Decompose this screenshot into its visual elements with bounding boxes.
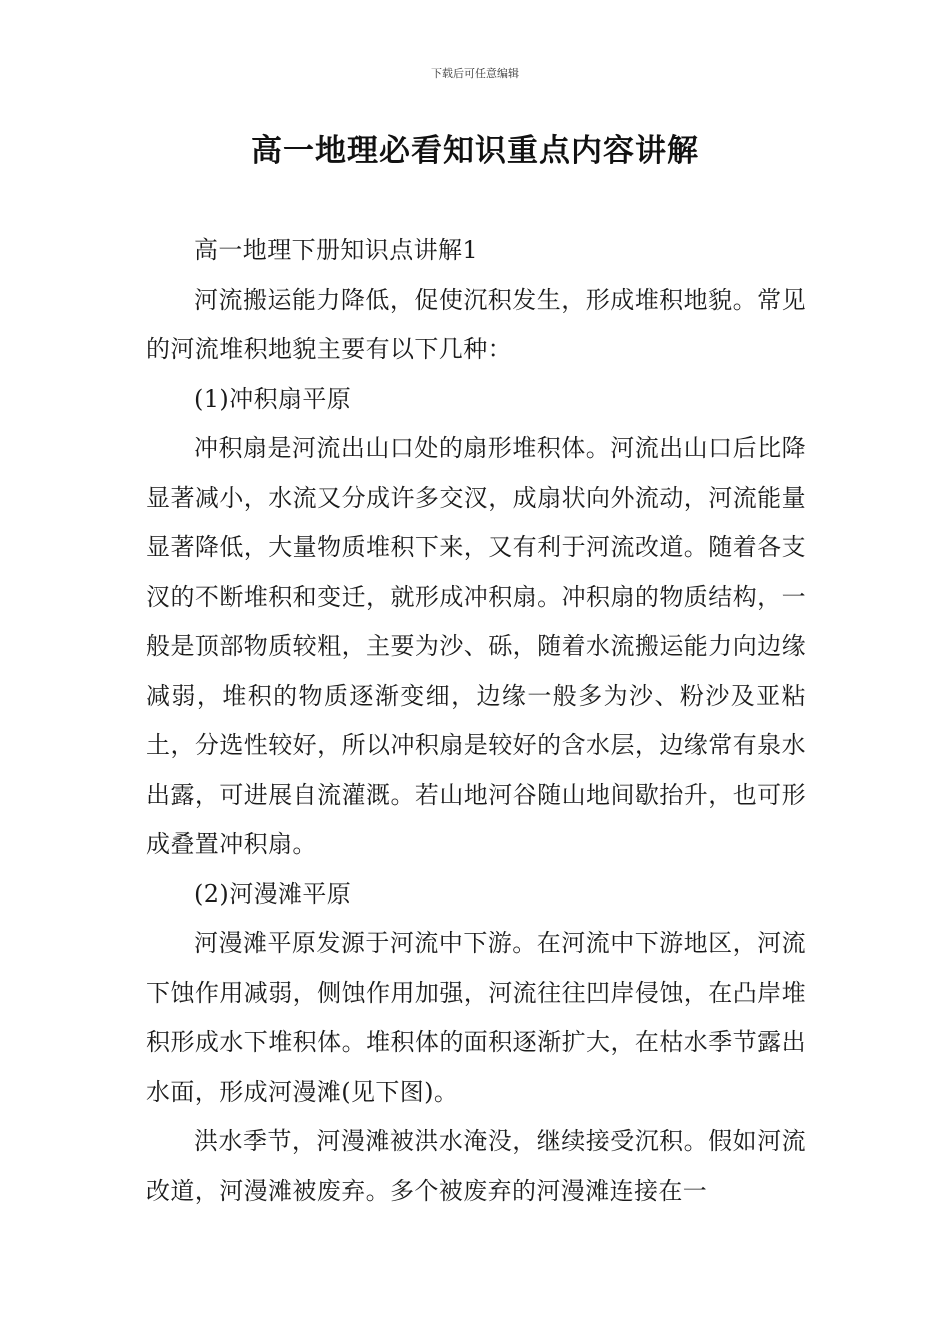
paragraph: 河漫滩平原发源于河流中下游。在河流中下游地区，河流下蚀作用减弱，侧蚀作用加强，河流往往凹岸侵蚀，在凸岸堆积形成水下堆积体。堆积体的面积逐渐扩大，在枯水季节露出水面，形成河漫滩(见下图)。	[146, 929, 806, 1106]
page-title: 高一地理必看知识重点内容讲解	[251, 133, 699, 169]
subsection-heading: (1)冲积扇平原	[194, 384, 352, 413]
paragraph: 河流搬运能力降低，促使沉积发生，形成堆积地貌。常见的河流堆积地貌主要有以下几种：	[146, 285, 806, 363]
section-heading: 高一地理下册知识点讲解1	[194, 236, 479, 264]
header-note: 下载后可任意编辑	[431, 67, 519, 80]
document-body	[146, 226, 806, 1216]
paragraph: 洪水季节，河漫滩被洪水淹没，继续接受沉积。假如河流改道，河漫滩被废弃。多个被废弃的河漫滩连接在一	[146, 1127, 806, 1205]
paragraph: 冲积扇是河流出山口处的扇形堆积体。河流出山口后比降显著减小，水流又分成许多交汊，成扇状向外流动，河流能量显著降低，大量物质堆积下来，又有利于河流改道。随着各支汊的不断堆积和变迁，就形成冲积扇。冲积扇的物质结构，一般是顶部物质较粗，主要为沙、砾，随着水流搬运能力向边缘减弱，堆积的物质逐渐变细，边缘一般多为沙、粉沙及亚粘土，分选性较好，所以冲积扇是较好的含水层，边缘常有泉水出露，可进展自流灌溉。若山地河谷随山地间歇抬升，也可形成叠置冲积扇。	[146, 434, 806, 858]
subsection-heading: (2)河漫滩平原	[194, 879, 352, 908]
